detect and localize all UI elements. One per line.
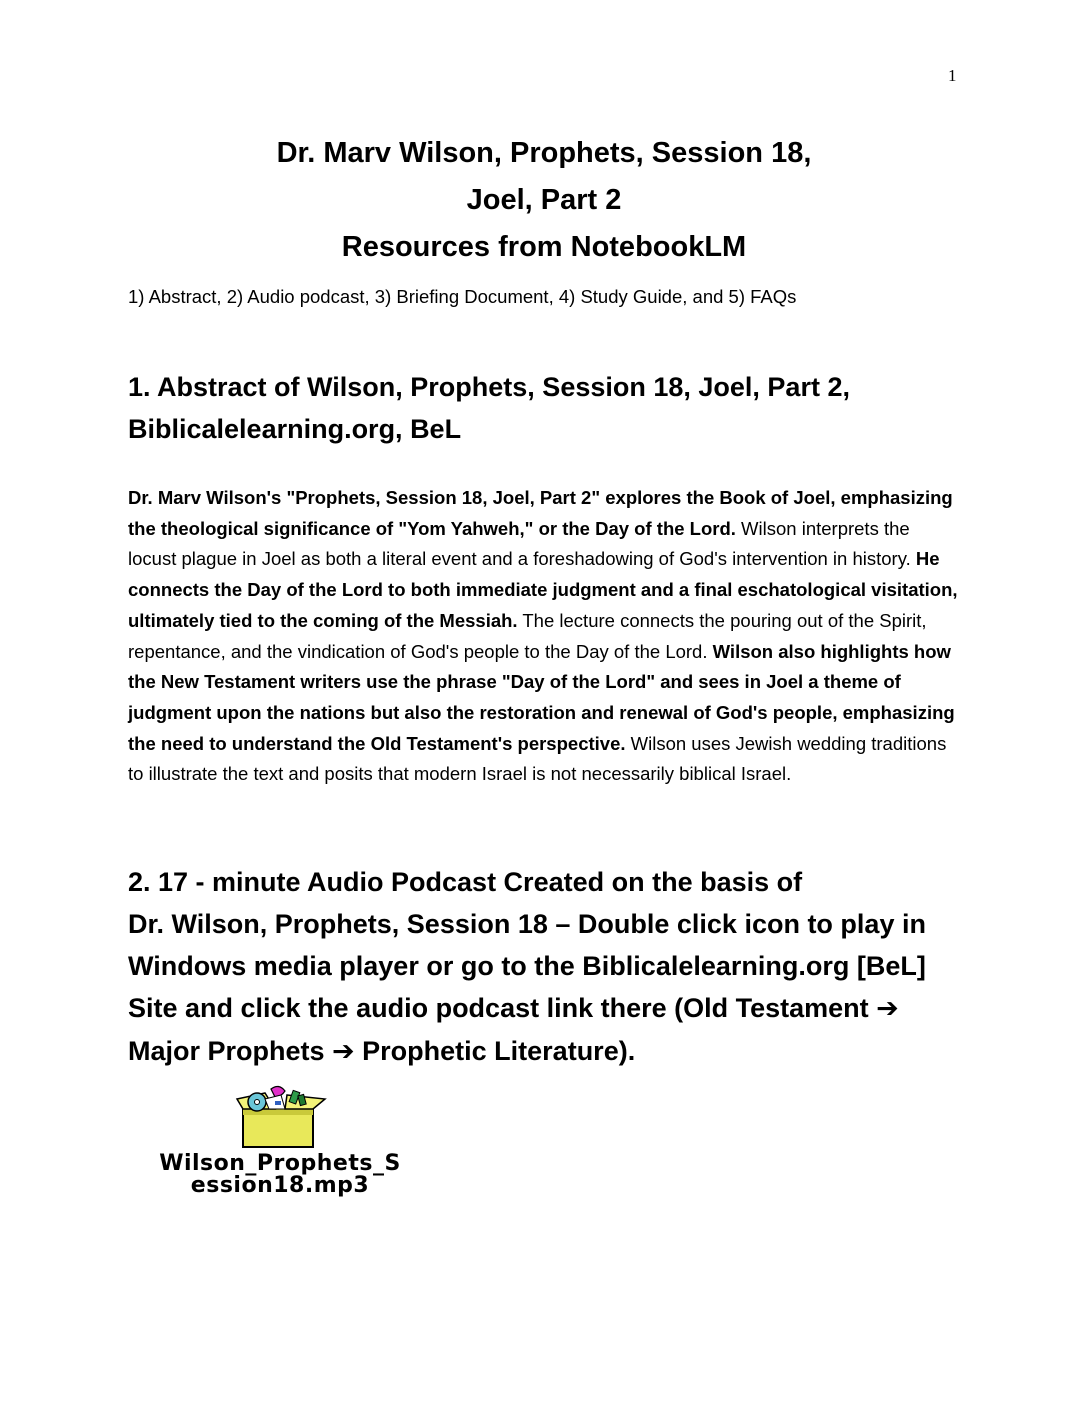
contents-line: 1) Abstract, 2) Audio podcast, 3) Briefing Document, 4) Study Guide, and 5) FAQs (128, 286, 797, 307)
podcast-heading (128, 861, 963, 1073)
page-number: 1 (948, 66, 957, 85)
podcast-heading-line-1: 2. 17 - minute Audio Podcast Created on the basis of (128, 867, 803, 897)
abstract-run: Wilson also highlights how the New Testament writers use the phrase "Day of the Lord" and sees in Joel a theme of judgment upon the nations but also the restoration and renewal of God's people, emphasizing the need to understand the Old Testament's perspective. (128, 640, 955, 754)
arrow-right-icon: ➔ (876, 993, 899, 1024)
abstract-heading (128, 366, 958, 450)
title-line-1: Dr. Marv Wilson, Prophets, Session 18, (276, 137, 812, 169)
abstract-heading-line-2: Biblicalelearning.org, BeL (128, 414, 462, 444)
podcast-heading-line-3: Windows media player or go to the Biblicalelearning.org [BeL] (128, 951, 926, 981)
title-line-2: Joel, Part 2 (466, 184, 622, 216)
document-title (0, 130, 1088, 271)
podcast-heading-line-5b: Prophetic Literature). (354, 1036, 636, 1066)
file-label-line-2: ession18.mp3 (190, 1173, 370, 1198)
abstract-run: Dr. Marv Wilson's "Prophets, Session 18, Joel, Part 2" explores the Book of Joel, emphasizing the theological significance of "Yom Yahweh," or the Day of the Lord. (128, 487, 953, 539)
abstract-paragraph (128, 483, 960, 790)
abstract-run: He connects the Day of the Lord to both immediate judgment and a final eschatological visitation, ultimately tied to the coming of the Messiah. (128, 548, 958, 631)
podcast-file-attachment[interactable] (130, 1085, 430, 1205)
abstract-run: Wilson interprets the locust plague in Joel as both a literal event and a foreshadowing of God's intervention in history. (128, 517, 916, 570)
abstract-run: Wilson uses Jewish wedding traditions to illustrate the text and posits that modern Israel is not necessarily biblical Israel. (128, 732, 947, 785)
abstract-heading-line-1: 1. Abstract of Wilson, Prophets, Session 18, Joel, Part 2, (128, 372, 850, 402)
podcast-heading-line-2: Dr. Wilson, Prophets, Session 18 – Double click icon to play in (128, 909, 926, 939)
arrow-right-icon: ➔ (332, 1036, 355, 1067)
package-icon[interactable] (235, 1085, 330, 1151)
abstract-run: The lecture connects the pouring out of the Spirit, repentance, and the vindication of God's people to the Day of the Lord. (128, 609, 927, 662)
podcast-heading-line-4: Site and click the audio podcast link there (Old Testament (128, 993, 877, 1023)
podcast-heading-line-5a: Major Prophets (128, 1036, 333, 1066)
podcast-file-label[interactable] (130, 1153, 430, 1197)
file-label-line-1: Wilson_Prophets_S (159, 1151, 401, 1176)
title-line-3: Resources from NotebookLM (341, 231, 747, 263)
